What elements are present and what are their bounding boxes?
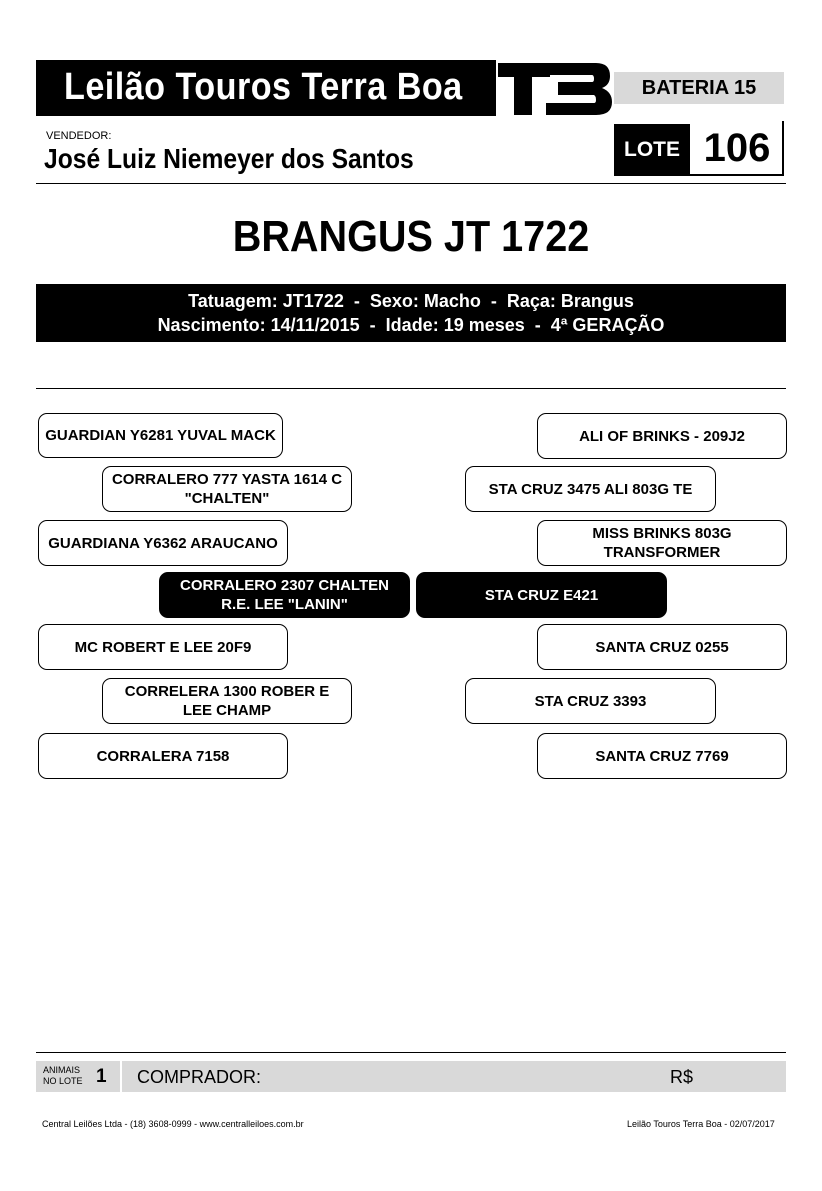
tb-logo-icon bbox=[496, 59, 614, 117]
vendedor-label: VENDEDOR: bbox=[46, 130, 112, 142]
company-contact: Central Leilões Ltda - (18) 3608-0999 - www.centralleiloes.com.br bbox=[42, 1119, 304, 1129]
animais-label-line-2: NO LOTE bbox=[43, 1076, 83, 1086]
pedigree-dam-dam: STA CRUZ 3393 bbox=[465, 678, 716, 724]
lote-label: LOTE bbox=[614, 124, 690, 176]
pedigree-dam-dam-dam: SANTA CRUZ 7769 bbox=[537, 733, 787, 779]
pedigree-sire-dam-sire: MC ROBERT E LEE 20F9 bbox=[38, 624, 288, 670]
bateria-label: BATERIA 15 bbox=[614, 72, 784, 104]
lote-number: 106 bbox=[703, 126, 771, 170]
animais-no-lote-label bbox=[43, 1065, 83, 1087]
animal-info-bar bbox=[36, 284, 786, 342]
animal-info-line-1: Tatuagem: JT1722 - Sexo: Macho - Raça: Brangus bbox=[188, 291, 634, 311]
pedigree-dam-sire-dam: MISS BRINKS 803G TRANSFORMER bbox=[537, 520, 787, 566]
pedigree-dam-sire-sire: ALI OF BRINKS - 209J2 bbox=[537, 413, 787, 459]
divider-bottom bbox=[36, 1052, 786, 1053]
pedigree-sire: CORRALERO 2307 CHALTEN R.E. LEE "LANIN" bbox=[159, 572, 410, 618]
pedigree-sire-dam-dam: CORRALERA 7158 bbox=[38, 733, 288, 779]
pedigree-sire-sire-sire: GUARDIAN Y6281 YUVAL MACK bbox=[38, 413, 283, 458]
auction-title: Leilão Touros Terra Boa bbox=[64, 66, 463, 108]
animais-count: 1 bbox=[96, 1066, 107, 1087]
pedigree-sire-dam: CORRELERA 1300 ROBER E LEE CHAMP bbox=[102, 678, 352, 724]
pedigree-sire-sire: CORRALERO 777 YASTA 1614 C "CHALTEN" bbox=[102, 466, 352, 512]
currency-label: R$ bbox=[670, 1067, 694, 1087]
animal-name: BRANGUS JT 1722 bbox=[232, 212, 590, 261]
animal-info-line-2: Nascimento: 14/11/2015 - Idade: 19 meses - 4ª GERAÇÃO bbox=[157, 315, 665, 335]
divider-top bbox=[36, 183, 786, 184]
pedigree-dam: STA CRUZ E421 bbox=[416, 572, 667, 618]
event-date: Leilão Touros Terra Boa - 02/07/2017 bbox=[627, 1119, 775, 1129]
vendedor-name: José Luiz Niemeyer dos Santos bbox=[44, 143, 414, 174]
pedigree-sire-sire-dam: GUARDIANA Y6362 ARAUCANO bbox=[38, 520, 288, 566]
pedigree-dam-dam-sire: SANTA CRUZ 0255 bbox=[537, 624, 787, 670]
divider-middle bbox=[36, 388, 786, 389]
animais-label-line-1: ANIMAIS bbox=[43, 1065, 81, 1075]
pedigree-dam-sire: STA CRUZ 3475 ALI 803G TE bbox=[465, 466, 716, 512]
comprador-label: COMPRADOR: bbox=[137, 1067, 262, 1087]
